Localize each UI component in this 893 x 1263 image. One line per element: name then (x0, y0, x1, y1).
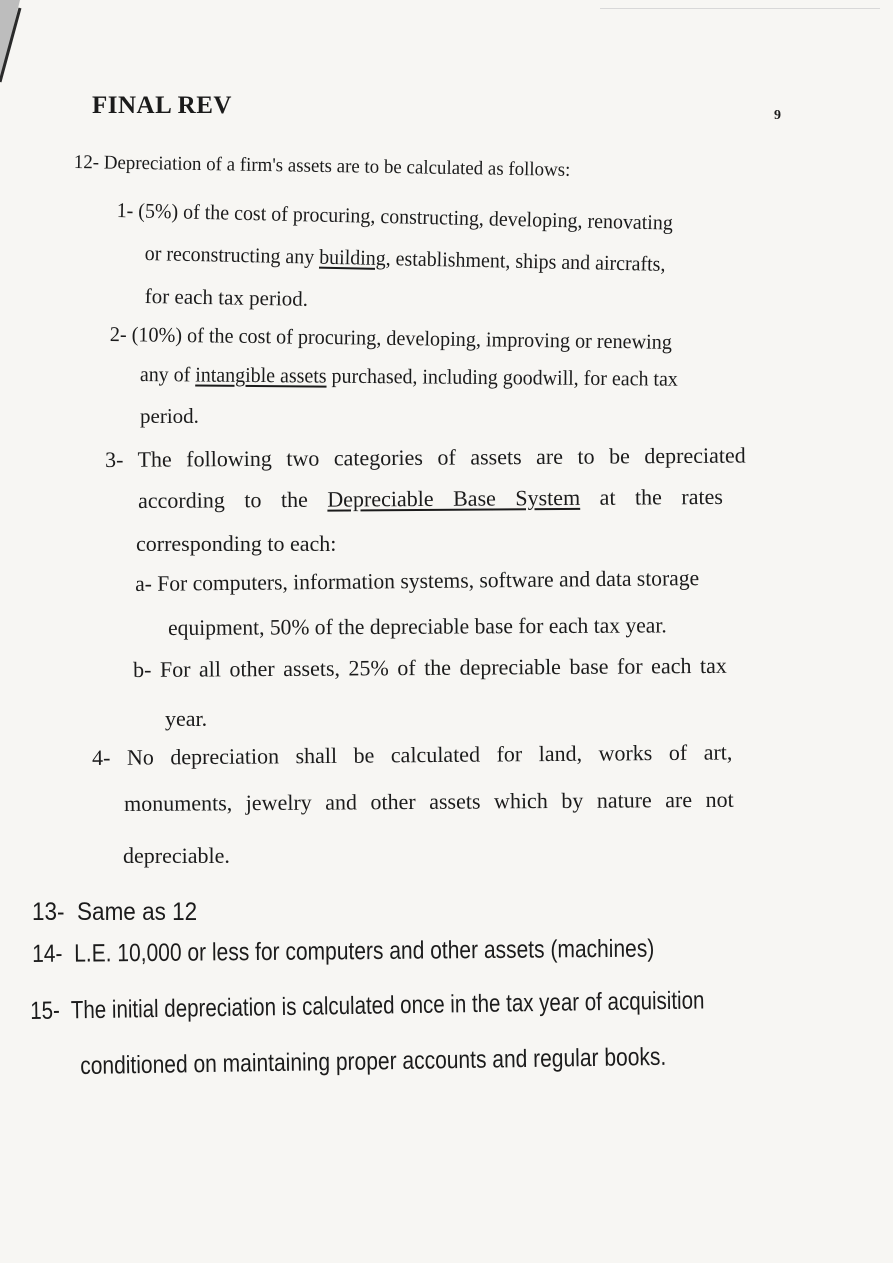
sub4-line1-text: No depreciation shall be calculated for land, works of art, (126, 739, 733, 770)
header-title: FINAL REV (92, 92, 232, 119)
sub1-line2 (144, 241, 665, 277)
item-12-intro (74, 152, 571, 182)
sub4-line1 (92, 739, 732, 771)
item-12-intro-text: Depreciation of a firm's assets are to be calculated as follows: (103, 152, 571, 181)
sub2-line1-text: (10%) of the cost of procuring, developing, improving or renewing (131, 322, 673, 354)
sub3-a-line1 (135, 565, 699, 597)
item-13 (32, 898, 197, 927)
underlined-building: building (318, 244, 386, 271)
item-14-text: L.E. 10,000 or less for computers and other assets (machines) (74, 934, 655, 968)
sub3-a-line2: equipment, 50% of the depreciable base for each tax year. (168, 612, 667, 640)
sub1-line1-text: (5%) of the cost of procuring, constructing, developing, renovating (138, 198, 674, 235)
underlined-intangible-assets: intangible assets (195, 362, 327, 388)
underlined-depreciable-base-system: Depreciable Base System (327, 484, 581, 512)
item-12-number: 12- (73, 152, 100, 174)
item-15-line1-text: The initial depreciation is calculated once in the tax year of acquisition (70, 986, 705, 1025)
sub2-line3: period. (140, 404, 199, 428)
sub3-line1-text: The following two categories of assets are to be depreciated (137, 442, 746, 472)
sub2-line1 (110, 322, 672, 355)
sub3-a-line1-text: For computers, information systems, software and data storage (157, 565, 700, 596)
page-number: 9 (774, 108, 781, 123)
sub1-number: 1- (116, 198, 134, 223)
sub1-line2-pre: or reconstructing any (144, 241, 320, 269)
sub3-line1 (105, 443, 746, 473)
sub3-line2 (138, 484, 723, 514)
sub2-number: 2- (109, 322, 127, 347)
sub3-number: 3- (105, 446, 124, 472)
item-15-line1 (30, 986, 705, 1026)
sub3-line3: corresponding to each: (136, 531, 337, 556)
sub1-line3: for each tax period. (144, 284, 309, 311)
sub3-b-line1 (133, 653, 727, 683)
item-15-line2: conditioned on maintaining proper accounts and regular books. (80, 1042, 667, 1080)
top-edge-line (600, 8, 880, 9)
sub2-line2-post: purchased, including goodwill, for each tax (326, 363, 678, 391)
sub1-line1 (116, 198, 673, 236)
item-13-text: Same as 12 (77, 898, 198, 926)
item-14-number: 14- (32, 939, 63, 968)
sub4-line3: depreciable. (123, 843, 230, 868)
sub3-b-line2: year. (165, 706, 208, 731)
sub3-line2-pre: according to the (138, 486, 328, 513)
item-14 (32, 935, 654, 969)
sub4-number: 4- (92, 744, 111, 770)
sub2-line2 (140, 362, 678, 392)
sub3-b-label: b- (133, 656, 152, 682)
item-15-number: 15- (30, 996, 61, 1025)
sub3-b-line1-text: For all other assets, 25% of the depreciable base for each tax (159, 652, 727, 682)
sub3-line2-post: at the rates (580, 483, 724, 510)
item-13-number: 13- (32, 898, 65, 926)
sub2-line2-pre: any of (139, 362, 196, 387)
sub1-line2-post: , establishment, ships and aircrafts, (385, 246, 666, 276)
sub4-line2: monuments, jewelry and other assets which by nature are not (124, 786, 734, 816)
sub3-a-label: a- (135, 570, 153, 596)
page-corner-shadow (0, 0, 60, 90)
